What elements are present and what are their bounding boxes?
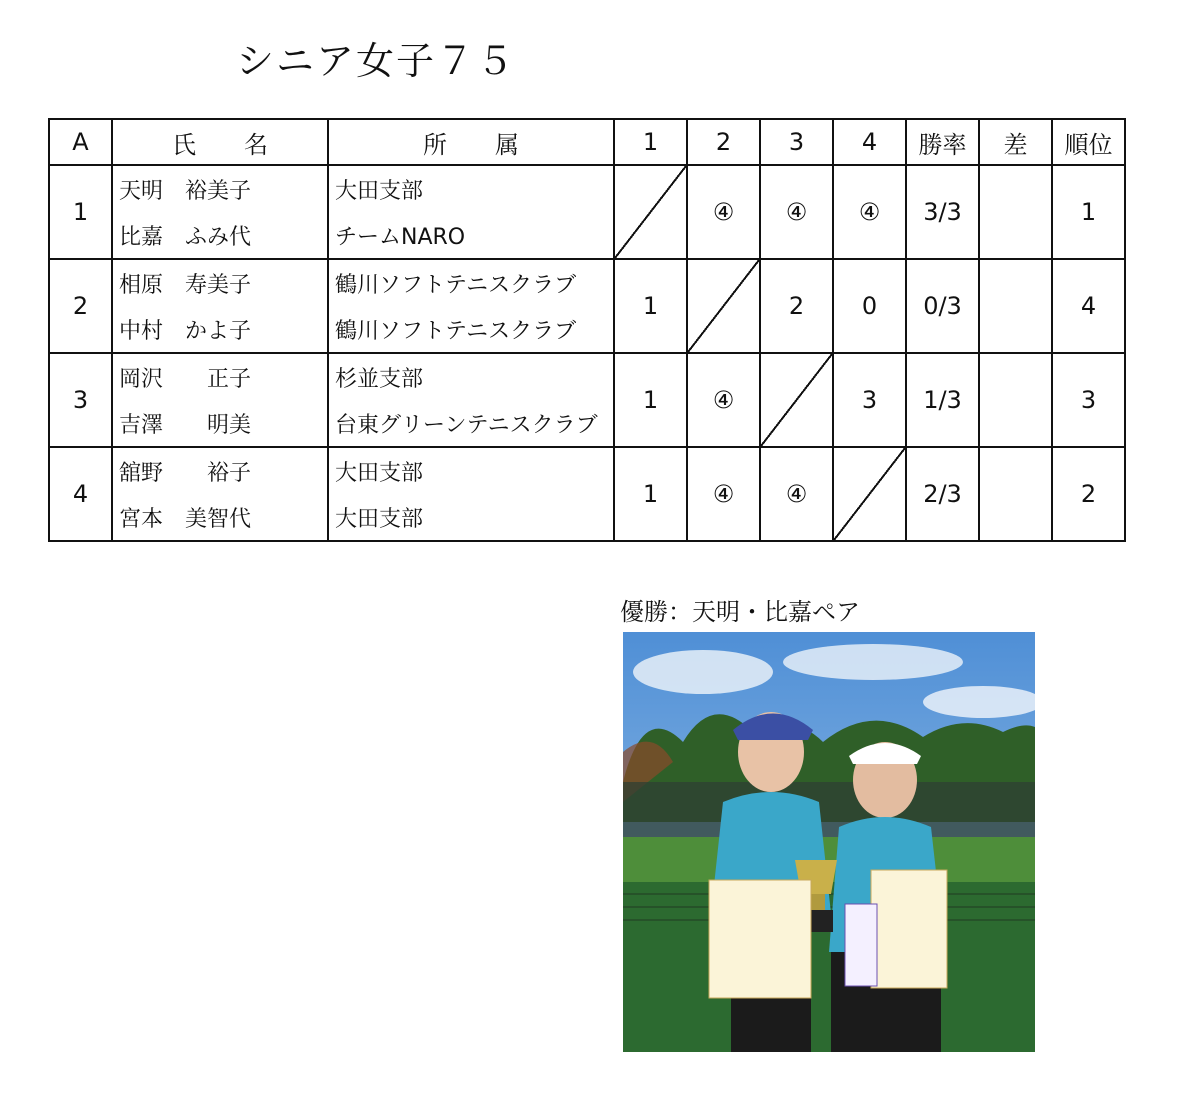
diff-cell [979, 447, 1052, 541]
table-row [49, 353, 1125, 400]
player-name: 宮本 美智代 [112, 494, 328, 541]
winners-photo [623, 632, 1035, 1052]
win-rate: 1/3 [906, 353, 979, 447]
diff-cell [979, 259, 1052, 353]
rank-cell: 3 [1052, 353, 1125, 447]
player-team: 杉並支部 [328, 353, 614, 400]
player-team: 台東グリーンテニスクラブ [328, 400, 614, 447]
player-team: 大田支部 [328, 494, 614, 541]
player-team: チームNARO [328, 212, 614, 259]
rank-cell: 1 [1052, 165, 1125, 259]
player-name: 相原 寿美子 [112, 259, 328, 306]
pair-number: 4 [49, 447, 112, 541]
result-cell: 1 [614, 353, 687, 447]
photo-caption: 優勝：天明・比嘉ペア [620, 598, 860, 626]
header-diff: 差 [979, 119, 1052, 165]
header-col-1: 1 [614, 119, 687, 165]
header-col-3: 3 [760, 119, 833, 165]
player-name: 岡沢 正子 [112, 353, 328, 400]
win-rate: 3/3 [906, 165, 979, 259]
win-rate: 2/3 [906, 447, 979, 541]
result-cell: 3 [833, 353, 906, 447]
result-cell: ④ [687, 165, 760, 259]
result-cell: 1 [614, 447, 687, 541]
header-group: A [49, 119, 112, 165]
result-cell: ④ [833, 165, 906, 259]
diff-cell [979, 165, 1052, 259]
league-table [48, 118, 1126, 542]
pair-number: 3 [49, 353, 112, 447]
winners-photo-illustration [623, 632, 1035, 1052]
header-rate: 勝率 [906, 119, 979, 165]
result-cell: ④ [760, 447, 833, 541]
result-cell: ④ [760, 165, 833, 259]
pair-number: 2 [49, 259, 112, 353]
header-rank: 順位 [1052, 119, 1125, 165]
player-team: 大田支部 [328, 165, 614, 212]
player-name: 天明 裕美子 [112, 165, 328, 212]
result-cell: ④ [687, 447, 760, 541]
result-self-diagonal [687, 259, 760, 353]
header-name: 氏 名 [112, 119, 328, 165]
player-team: 鶴川ソフトテニスクラブ [328, 259, 614, 306]
header-col-4: 4 [833, 119, 906, 165]
table-row [49, 447, 1125, 494]
result-cell: 1 [614, 259, 687, 353]
player-name: 吉澤 明美 [112, 400, 328, 447]
pair-number: 1 [49, 165, 112, 259]
player-name: 比嘉 ふみ代 [112, 212, 328, 259]
result-cell: 0 [833, 259, 906, 353]
rank-cell: 4 [1052, 259, 1125, 353]
result-self-diagonal [833, 447, 906, 541]
result-self-diagonal [760, 353, 833, 447]
result-self-diagonal [614, 165, 687, 259]
player-name: 中村 かよ子 [112, 306, 328, 353]
table-row [49, 165, 1125, 212]
result-cell: ④ [687, 353, 760, 447]
result-cell: 2 [760, 259, 833, 353]
player-team: 大田支部 [328, 447, 614, 494]
player-team: 鶴川ソフトテニスクラブ [328, 306, 614, 353]
win-rate: 0/3 [906, 259, 979, 353]
header-team: 所 属 [328, 119, 614, 165]
header-col-2: 2 [687, 119, 760, 165]
header-row [49, 119, 1125, 165]
player-name: 舘野 裕子 [112, 447, 328, 494]
page-title: シニア女子７５ [236, 39, 517, 83]
table-row [49, 259, 1125, 306]
diff-cell [979, 353, 1052, 447]
rank-cell: 2 [1052, 447, 1125, 541]
